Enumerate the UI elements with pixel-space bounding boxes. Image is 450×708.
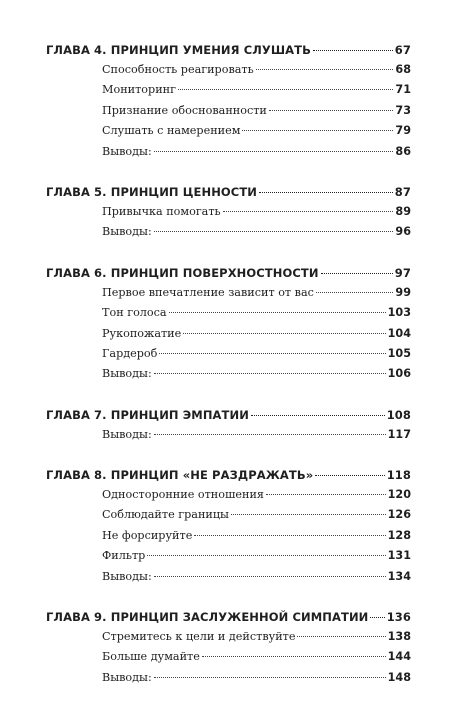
dot-leader: [313, 50, 393, 51]
chapter-title: ГЛАВА 8. ПРИНЦИП «НЕ РАЗДРАЖАТЬ»: [46, 468, 314, 483]
section-entry: [102, 121, 411, 141]
section-title: Стремитесь к цели и действуйте: [102, 630, 296, 644]
chapter-heading: [46, 405, 411, 425]
page-number: 97: [394, 265, 411, 280]
section-title: Выводы:: [102, 569, 152, 583]
section-title: Гардероб: [102, 346, 158, 360]
section-entry: [102, 222, 411, 242]
dot-leader: [259, 192, 393, 193]
dot-leader: [315, 475, 384, 476]
page-number: 131: [387, 549, 411, 563]
page-number: 126: [387, 508, 411, 522]
page-number: 118: [386, 468, 411, 483]
page-number: 71: [395, 83, 411, 97]
dot-leader: [242, 130, 393, 131]
section-title: Слушать с намерением: [102, 124, 241, 138]
dot-leader: [147, 555, 385, 556]
page-number: 128: [387, 528, 411, 542]
chapter-heading: [46, 607, 411, 627]
chapter-heading: [46, 40, 411, 60]
dot-leader: [256, 69, 394, 70]
section-title: Привычка помогать: [102, 204, 221, 218]
chapter-title: ГЛАВА 5. ПРИНЦИП ЦЕННОСТИ: [46, 184, 258, 199]
toc-chapter-4: [46, 40, 411, 162]
dot-leader: [169, 312, 386, 313]
dot-leader: [154, 677, 386, 678]
dot-leader: [202, 656, 386, 657]
dot-leader: [297, 636, 385, 637]
dot-leader: [231, 514, 386, 515]
chapter-heading: [46, 263, 411, 283]
dot-leader: [316, 292, 394, 293]
dot-leader: [154, 231, 394, 232]
page-number: 67: [394, 43, 411, 57]
section-entry: [102, 668, 411, 688]
section-entry: [102, 324, 411, 344]
chapter-title: ГЛАВА 6. ПРИНЦИП ПОВЕРХНОСТНОСТИ: [46, 265, 319, 280]
section-entry: [102, 344, 411, 364]
toc-chapter-6: [46, 263, 411, 385]
section-title: Выводы:: [102, 367, 152, 381]
section-entry: [102, 142, 411, 162]
section-entry: [102, 303, 411, 323]
dot-leader: [154, 373, 386, 374]
section-title: Не форсируйте: [102, 528, 193, 542]
section-entry: [102, 202, 411, 222]
section-title: Тон голоса: [102, 306, 167, 320]
page-number: 87: [394, 184, 411, 199]
dot-leader: [194, 535, 385, 536]
section-entry: [102, 526, 411, 546]
page-number: 89: [395, 204, 411, 218]
dot-leader: [223, 211, 394, 212]
page-number: 96: [395, 225, 411, 239]
section-entry: [102, 647, 411, 667]
section-title: Мониторинг: [102, 83, 176, 97]
page-number: 86: [395, 144, 411, 158]
dot-leader: [183, 333, 385, 334]
section-entry: [102, 60, 411, 80]
section-title: Способность реагировать: [102, 63, 254, 76]
section-entry: [102, 364, 411, 384]
toc-chapter-5: [46, 182, 411, 243]
chapter-heading: [46, 182, 411, 202]
section-entry: [102, 505, 411, 525]
page-number: 106: [387, 367, 411, 381]
chapter-title: ГЛАВА 4. ПРИНЦИП УМЕНИЯ СЛУШАТЬ: [46, 43, 311, 57]
section-entry: [102, 80, 411, 100]
toc-chapter-7: [46, 405, 411, 445]
section-title: Выводы:: [102, 144, 152, 158]
section-entry: [102, 546, 411, 566]
dot-leader: [321, 273, 393, 274]
page-number: 68: [395, 63, 411, 76]
toc-chapter-9: [46, 607, 411, 688]
page-number: 108: [386, 407, 411, 422]
section-title: Больше думайте: [102, 650, 200, 664]
dot-leader: [159, 353, 385, 354]
toc-chapter-8: [46, 465, 411, 587]
section-title: Соблюдайте границы: [102, 508, 229, 522]
page-number: 103: [387, 306, 411, 320]
dot-leader: [154, 151, 394, 152]
page-number: 148: [387, 670, 411, 684]
page-number: 136: [386, 610, 411, 625]
section-title: Рукопожатие: [102, 326, 182, 340]
chapter-heading: [46, 465, 411, 485]
section-title: Односторонние отношения: [102, 488, 264, 502]
section-entry: [102, 627, 411, 647]
dot-leader: [266, 494, 386, 495]
page-number: 79: [395, 124, 411, 138]
section-title: Признание обоснованности: [102, 103, 267, 117]
section-entry: [102, 283, 411, 303]
section-entry: [102, 485, 411, 505]
page-number: 73: [395, 103, 411, 117]
section-title: Выводы:: [102, 225, 152, 239]
section-entry: [102, 425, 411, 445]
section-entry: [102, 101, 411, 121]
section-entry: [102, 567, 411, 587]
dot-leader: [370, 617, 384, 618]
page-number: 117: [387, 427, 411, 441]
chapter-title: ГЛАВА 9. ПРИНЦИП ЗАСЛУЖЕННОЙ СИМПАТИИ: [46, 610, 369, 625]
chapter-title: ГЛАВА 7. ПРИНЦИП ЭМПАТИИ: [46, 407, 249, 422]
page-number: 138: [387, 630, 411, 644]
dot-leader: [178, 89, 393, 90]
dot-leader: [251, 415, 385, 416]
page-number: 144: [387, 650, 411, 664]
table-of-contents: [46, 40, 411, 708]
dot-leader: [154, 576, 386, 577]
section-title: Первое впечатление зависит от вас: [102, 285, 314, 299]
page-number: 120: [387, 488, 411, 502]
page-number: 105: [387, 346, 411, 360]
section-title: Выводы:: [102, 427, 152, 441]
page-number: 99: [395, 285, 411, 299]
dot-leader: [154, 434, 386, 435]
page-number: 104: [387, 326, 411, 340]
section-title: Фильтр: [102, 549, 146, 563]
section-title: Выводы:: [102, 670, 152, 684]
dot-leader: [269, 110, 394, 111]
page-number: 134: [387, 569, 411, 583]
